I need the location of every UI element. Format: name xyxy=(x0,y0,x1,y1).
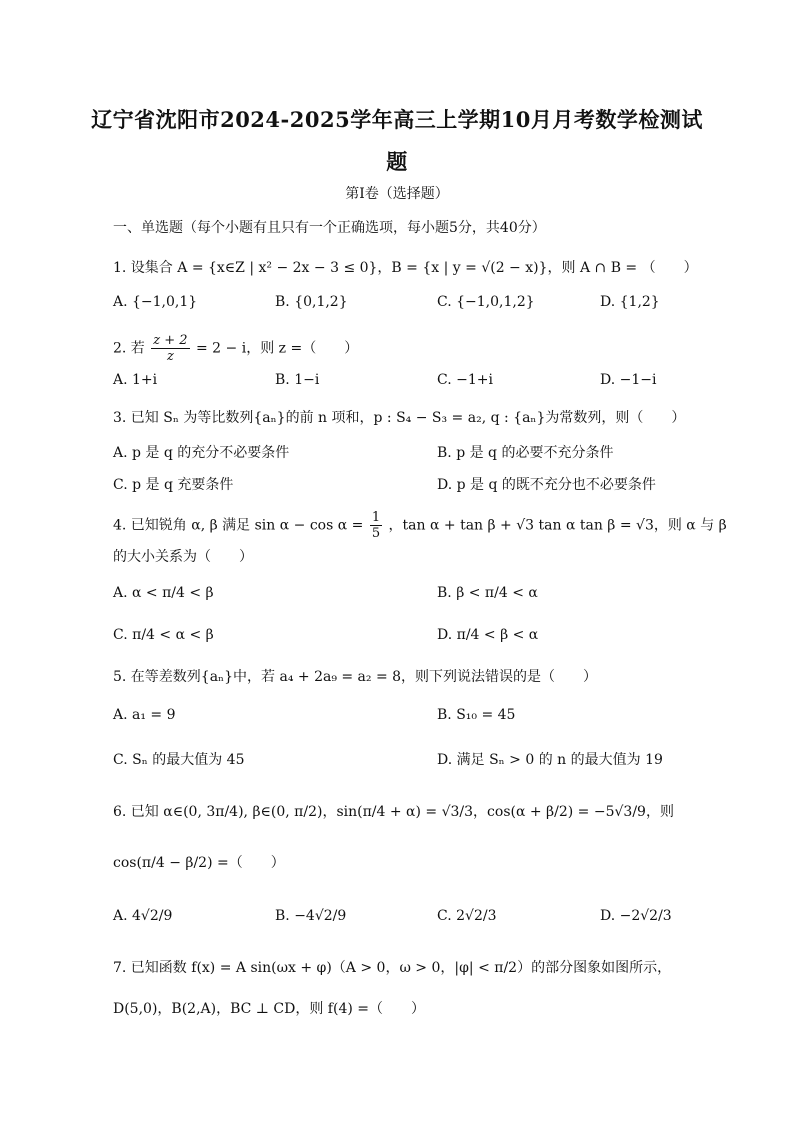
q6-option-d: D. −2√2/3 xyxy=(600,908,672,924)
question-7-cont: D(5,0)，B(2,A)，BC ⊥ CD，则 f(4) =（ ） xyxy=(113,1001,425,1017)
q5-option-c: C. Sₙ 的最大值为 45 xyxy=(113,752,245,768)
question-1: 1. 设集合 A = {x∈Z | x² − 2x − 3 ≤ 0}，B = {x | y = √(2 − x)}，则 A ∩ B = （ ） xyxy=(113,260,698,276)
q4-option-d: D. π/4 < β < α xyxy=(437,627,539,643)
q3-option-a: A. p 是 q 的充分不必要条件 xyxy=(113,445,290,461)
question-4-cont: 的大小关系为（ ） xyxy=(113,549,253,565)
q1-option-b: B. {0,1,2} xyxy=(275,294,348,310)
question-7: 7. 已知函数 f(x) = A sin(ωx + φ)（A > 0，ω > 0，|φ| < π/2）的部分图象如图所示， xyxy=(113,960,672,976)
volume-heading: 第Ⅰ卷（选择题） xyxy=(345,186,449,202)
q5-option-d: D. 满足 Sₙ > 0 的 n 的最大值为 19 xyxy=(437,752,663,768)
q6-option-c: C. 2√2/3 xyxy=(437,908,497,924)
q6-option-b: B. −4√2/9 xyxy=(275,908,347,924)
q4-option-b: B. β < π/4 < α xyxy=(437,585,538,601)
q4-frac-num: 1 xyxy=(371,510,381,525)
question-6-cont: cos(π/4 − β/2) =（ ） xyxy=(113,855,285,871)
q3-option-d: D. p 是 q 的既不充分也不必要条件 xyxy=(437,477,656,493)
question-3: 3. 已知 Sₙ 为等比数列{aₙ}的前 n 项和，p : S₄ − S₃ = a₂, q : {aₙ}为常数列，则（ ） xyxy=(113,410,686,426)
q1-option-c: C. {−1,0,1,2} xyxy=(437,294,535,310)
q2-frac-num: z + 2 xyxy=(153,333,188,348)
section-heading: 一、单选题（每个小题有且只有一个正确选项，每小题5分，共40分） xyxy=(113,220,546,236)
q2-option-b: B. 1−i xyxy=(275,372,320,388)
exam-title-cont: 题 xyxy=(386,149,408,174)
q4-stem-pre: 4. 已知锐角 α, β 满足 sin α − cos α = xyxy=(113,517,364,534)
q4-option-c: C. π/4 < α < β xyxy=(113,627,214,643)
q2-fraction xyxy=(151,333,189,364)
question-6: 6. 已知 α∈(0, 3π/4), β∈(0, π/2)，sin(π/4 + α) = √3/3，cos(α + β/2) = −5√3/9，则 xyxy=(113,804,674,820)
question-2 xyxy=(113,333,358,364)
q2-option-c: C. −1+i xyxy=(437,372,493,388)
q1-option-a: A. {−1,0,1} xyxy=(113,294,198,310)
q5-option-a: A. a₁ = 9 xyxy=(113,707,176,723)
q2-option-a: A. 1+i xyxy=(113,372,158,388)
q5-option-b: B. S₁₀ = 45 xyxy=(437,707,516,723)
q2-stem-pre: 2. 若 xyxy=(113,340,145,357)
q1-option-d: D. {1,2} xyxy=(600,294,660,310)
q2-option-d: D. −1−i xyxy=(600,372,657,388)
q3-option-c: C. p 是 q 充要条件 xyxy=(113,477,234,493)
question-4 xyxy=(113,510,727,541)
q2-frac-den: z xyxy=(166,349,174,364)
q2-stem-post: = 2 − i，则 z =（ ） xyxy=(196,340,359,357)
q4-option-a: A. α < π/4 < β xyxy=(113,585,214,601)
q6-option-a: A. 4√2/9 xyxy=(113,908,173,924)
exam-title: 辽宁省沈阳市2024-2025学年高三上学期10月月考数学检测试 xyxy=(91,107,703,132)
q4-stem-post: ，tan α + tan β + √3 tan α tan β = √3，则 α 与 β xyxy=(388,517,727,534)
q4-fraction xyxy=(370,510,382,541)
q3-option-b: B. p 是 q 的必要不充分条件 xyxy=(437,445,614,461)
question-5: 5. 在等差数列{aₙ}中，若 a₄ + 2a₉ = a₂ = 8，则下列说法错误的是（ ） xyxy=(113,669,598,685)
q4-frac-den: 5 xyxy=(371,526,381,541)
